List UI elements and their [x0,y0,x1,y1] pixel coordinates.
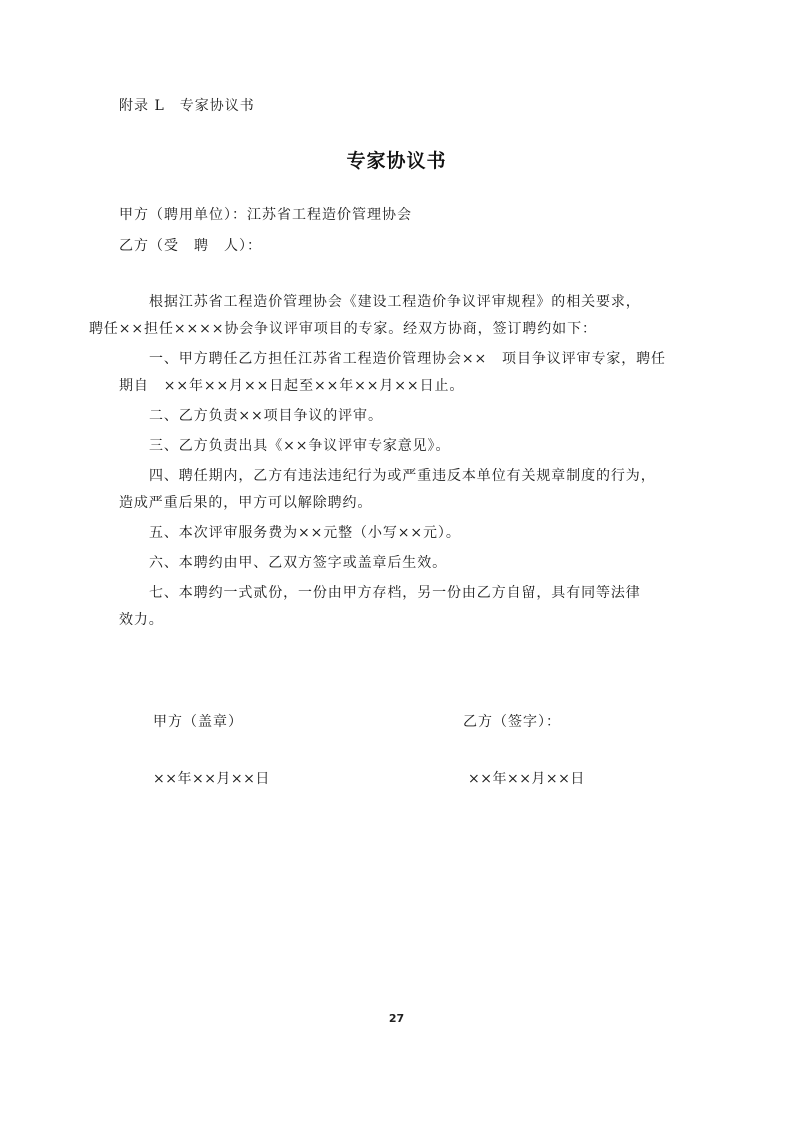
intro-paragraph [89,289,673,343]
party-b-signature-label: 乙方（签字）： [463,714,561,730]
clause-line: 二、乙方负责××项目争议的评审。 [149,408,383,424]
clause-line: 期自 ××年××月××日起至××年××月××日止。 [119,378,465,394]
clause-7 [119,580,673,634]
intro-line: 聘任××担任××××协会争议评审项目的专家。经双方协商，签订聘约如下： [89,321,597,337]
agreement-body [89,289,673,637]
clause-1 [119,346,673,400]
party-b-date: ××年××月××日 [468,771,585,787]
party-a-line: 甲方（聘用单位）：江苏省工程造价管理协会 [119,207,412,223]
page-number: 27 [388,1012,405,1025]
clause-line: 一、甲方聘任乙方担任江苏省工程造价管理协会×× 项目争议评审专家，聘任 [149,351,666,367]
clause-4 [119,463,673,517]
clause-line: 四、聘任期内，乙方有违法违纪行为或严重违反本单位有关规章制度的行为， [149,468,656,484]
intro-line: 根据江苏省工程造价管理协会《建设工程造价争议评审规程》的相关要求， [149,294,641,310]
clause-2 [119,403,673,430]
party-a-date: ××年××月××日 [153,771,270,787]
clause-line: 七、本聘约一式贰份，一份由甲方存档，另一份由乙方自留，具有同等法律 [149,585,641,601]
clause-3 [119,433,673,460]
clause-line: 造成严重后果的，甲方可以解除聘约。 [119,495,373,511]
party-a-seal-label: 甲方（盖章） [153,714,243,730]
clause-line: 五、本次评审服务费为××元整（小写××元）。 [149,525,461,541]
document-title: 专家协议书 [346,150,447,172]
appendix-heading: 附录 L 专家协议书 [119,98,255,114]
party-b-line: 乙方（受 聘 人）： [119,238,262,254]
clause-line: 效力。 [119,612,164,628]
clause-line: 六、本聘约由甲、乙双方签字或盖章后生效。 [149,555,447,571]
clause-6 [119,550,673,577]
clause-5 [119,520,673,547]
clause-line: 三、乙方负责出具《××争议评审专家意见》。 [149,438,451,454]
